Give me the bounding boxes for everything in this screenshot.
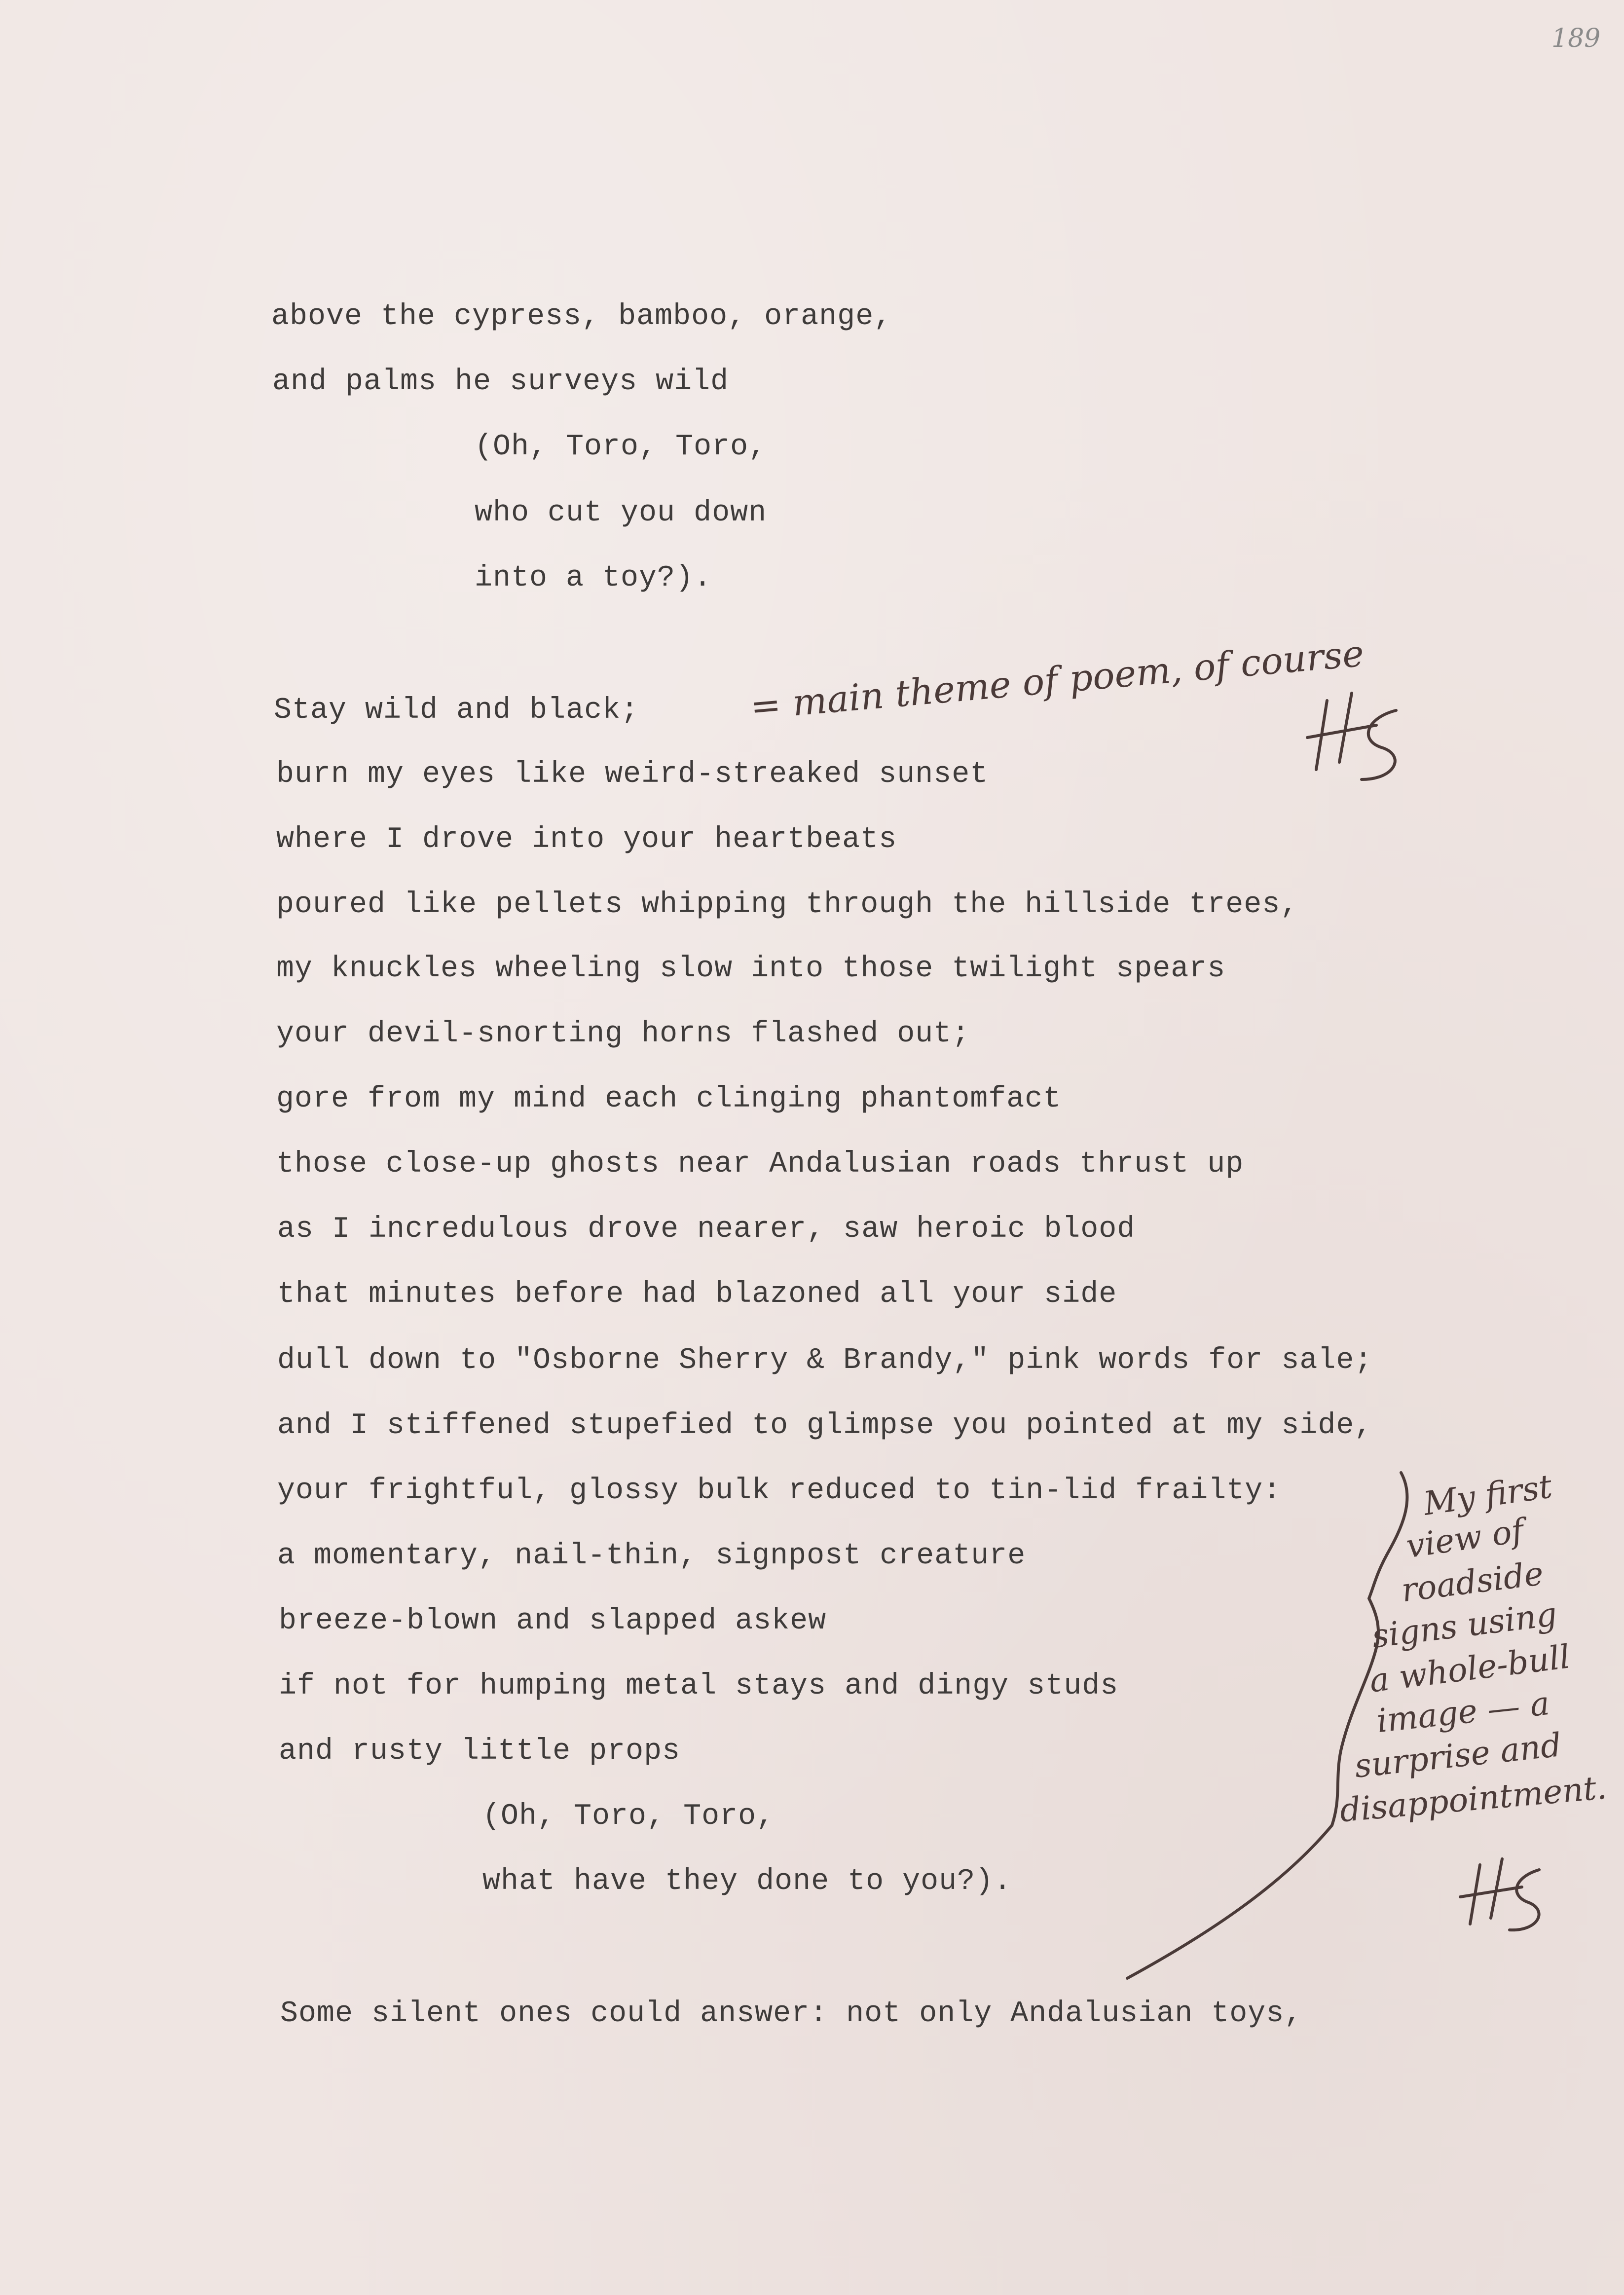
connector-line	[1127, 1825, 1332, 1978]
handwritten-side-note-line: surprise and	[1353, 1726, 1563, 1785]
typed-line: who cut you down	[475, 496, 767, 530]
handwritten-side-note-line: image — a	[1374, 1684, 1551, 1740]
typed-line: Stay wild and black;	[274, 694, 639, 727]
handwritten-side-note-line: view of	[1403, 1511, 1526, 1566]
typed-line: (Oh, Toro, Toro,	[475, 430, 767, 464]
typed-line: if not for humping metal stays and dingy studs	[279, 1669, 1119, 1703]
handwritten-side-note-line: a whole-bull	[1367, 1637, 1572, 1700]
handwritten-side-note-line: disappointment.	[1338, 1768, 1608, 1830]
typed-line: as I incredulous drove nearer, saw heroic blood	[277, 1213, 1136, 1246]
typed-line: into a toy?).	[475, 561, 712, 595]
typed-line: those close-up ghosts near Andalusian roads thrust up	[276, 1148, 1244, 1181]
typed-line: dull down to "Osborne Sherry & Brandy," pink words for sale;	[277, 1344, 1373, 1377]
typed-line: poured like pellets whipping through the hillside trees,	[276, 888, 1299, 922]
typed-line: your devil-snorting horns flashed out;	[276, 1017, 970, 1051]
brace-mark	[1332, 1473, 1407, 1825]
typed-line: a momentary, nail-thin, signpost creature	[277, 1539, 1026, 1573]
typed-line: breeze-blown and slapped askew	[279, 1604, 827, 1638]
typed-line: Some silent ones could answer: not only Andalusian toys,	[280, 1997, 1303, 2031]
typed-line: where I drove into your heartbeats	[276, 823, 897, 856]
page-number: 189	[1551, 24, 1601, 53]
handwritten-side-note-line: My first	[1421, 1467, 1554, 1523]
typed-line: that minutes before had blazoned all your side	[277, 1278, 1117, 1311]
typed-line: your frightful, glossy bulk reduced to tin-lid frailty:	[277, 1474, 1282, 1508]
typed-line: gore from my mind each clinging phantomfact	[276, 1082, 1062, 1116]
initials-mark	[1307, 693, 1396, 779]
handwritten-side-note-line: signs using	[1369, 1595, 1559, 1656]
typed-line: and I stiffened stupefied to glimpse you pointed at my side,	[277, 1409, 1373, 1443]
handwritten-side-note-line: roadside	[1399, 1554, 1546, 1610]
typed-line: (Oh, Toro, Toro,	[482, 1800, 775, 1833]
typed-line: above the cypress, bamboo, orange,	[271, 300, 892, 333]
typed-line: burn my eyes like weird-streaked sunset	[276, 758, 989, 791]
handwritten-note-main-theme: = main theme of poem, of course	[748, 632, 1366, 728]
typed-line: my knuckles wheeling slow into those twilight spears	[276, 952, 1226, 986]
typed-line: what have they done to you?).	[482, 1865, 1012, 1898]
initials-mark	[1460, 1859, 1539, 1930]
typed-line: and palms he surveys wild	[272, 365, 729, 399]
typed-line: and rusty little props	[279, 1735, 681, 1768]
